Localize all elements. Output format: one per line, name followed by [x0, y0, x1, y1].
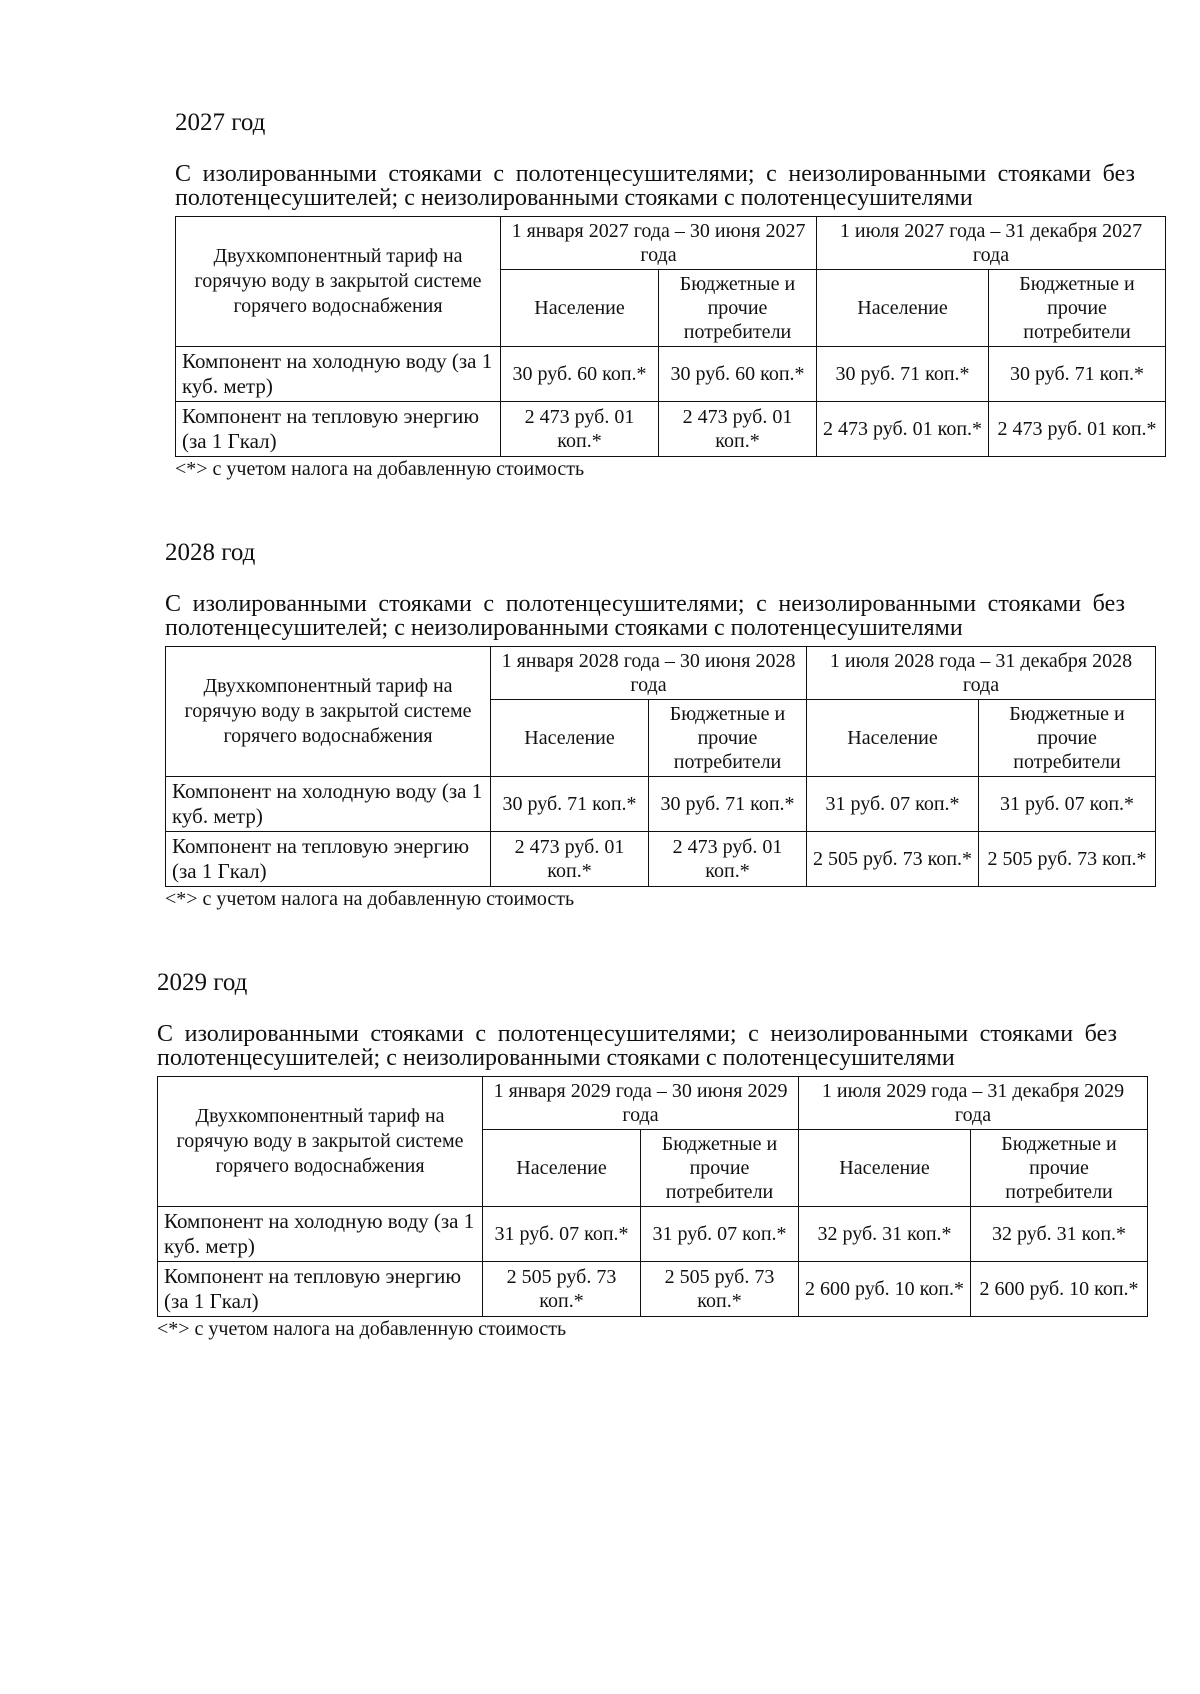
section-description: С изолированными стояками с полотенцесушителями; с неизолированными стояками без полотенцесушителей; с неизолированными стояками с полотенцесушителями [165, 591, 1125, 641]
table-cell: 31 руб. 07 коп.* [979, 777, 1156, 832]
table-cell: 2 473 руб. 01 коп.* [491, 832, 649, 887]
table-header-row [176, 217, 1166, 270]
table-cell: 2 505 руб. 73 коп.* [483, 1262, 641, 1317]
section-description: С изолированными стояками с полотенцесушителями; с неизолированными стояками без полотенцесушителей; с неизолированными стояками с полотенцесушителями [175, 161, 1135, 211]
table-cell: 31 руб. 07 коп.* [641, 1207, 799, 1262]
period-2-header: 1 июля 2028 года – 31 декабря 2028 года [807, 647, 1156, 700]
table-header-label: Двухкомпонентный тариф на горячую воду в закрытой системе горячего водоснабжения [176, 217, 501, 347]
col-population: Население [799, 1130, 971, 1207]
row-label: Компонент на холодную воду (за 1 куб. метр) [176, 347, 501, 402]
footnote: <*> с учетом налога на добавленную стоимость [157, 1318, 567, 1340]
table-row [166, 832, 1156, 887]
table-row [176, 402, 1166, 457]
table-cell: 30 руб. 71 коп.* [989, 347, 1166, 402]
table-cell: 30 руб. 71 коп.* [817, 347, 989, 402]
table-cell: 2 473 руб. 01 коп.* [817, 402, 989, 457]
table-header-label: Двухкомпонентный тариф на горячую воду в закрытой системе горячего водоснабжения [158, 1077, 483, 1207]
year-heading: 2029 год [157, 969, 248, 996]
table-header-row [166, 647, 1156, 700]
row-label: Компонент на тепловую энергию (за 1 Гкал) [176, 402, 501, 457]
period-2-header: 1 июля 2027 года – 31 декабря 2027 года [817, 217, 1166, 270]
row-label: Компонент на холодную воду (за 1 куб. метр) [158, 1207, 483, 1262]
table-row [176, 347, 1166, 402]
col-budget: Бюджетные и прочие потребители [641, 1130, 799, 1207]
table-cell: 2 505 руб. 73 коп.* [807, 832, 979, 887]
col-budget: Бюджетные и прочие потребители [979, 700, 1156, 777]
table-header-row [158, 1077, 1148, 1130]
period-1-header: 1 января 2029 года – 30 июня 2029 года [483, 1077, 799, 1130]
col-budget: Бюджетные и прочие потребители [659, 270, 817, 347]
section-2029 [157, 968, 1137, 1341]
table-cell: 2 473 руб. 01 коп.* [989, 402, 1166, 457]
row-label: Компонент на тепловую энергию (за 1 Гкал) [166, 832, 491, 887]
col-population: Население [483, 1130, 641, 1207]
table-row [158, 1207, 1148, 1262]
footnote: <*> с учетом налога на добавленную стоимость [175, 458, 585, 480]
table-header-label: Двухкомпонентный тариф на горячую воду в закрытой системе горячего водоснабжения [166, 647, 491, 777]
table-cell: 2 600 руб. 10 коп.* [799, 1262, 971, 1317]
table-cell: 30 руб. 60 коп.* [501, 347, 659, 402]
tariff-table [175, 216, 1166, 457]
table-cell: 2 505 руб. 73 коп.* [641, 1262, 799, 1317]
period-1-header: 1 января 2028 года – 30 июня 2028 года [491, 647, 807, 700]
row-label: Компонент на тепловую энергию (за 1 Гкал) [158, 1262, 483, 1317]
table-cell: 2 600 руб. 10 коп.* [971, 1262, 1148, 1317]
table-cell: 32 руб. 31 коп.* [971, 1207, 1148, 1262]
table-cell: 30 руб. 71 коп.* [649, 777, 807, 832]
tariff-table [165, 646, 1156, 887]
year-heading: 2027 год [175, 109, 266, 136]
year-heading: 2028 год [165, 539, 256, 566]
table-cell: 30 руб. 71 коп.* [491, 777, 649, 832]
table-cell: 30 руб. 60 коп.* [659, 347, 817, 402]
table-cell: 32 руб. 31 коп.* [799, 1207, 971, 1262]
section-2027 [175, 108, 1155, 481]
section-2028 [165, 538, 1145, 911]
col-population: Население [817, 270, 989, 347]
table-cell: 2 505 руб. 73 коп.* [979, 832, 1156, 887]
period-1-header: 1 января 2027 года – 30 июня 2027 года [501, 217, 817, 270]
table-cell: 2 473 руб. 01 коп.* [649, 832, 807, 887]
col-budget: Бюджетные и прочие потребители [649, 700, 807, 777]
table-row [158, 1262, 1148, 1317]
col-population: Население [501, 270, 659, 347]
table-cell: 2 473 руб. 01 коп.* [501, 402, 659, 457]
col-population: Население [807, 700, 979, 777]
table-cell: 31 руб. 07 коп.* [483, 1207, 641, 1262]
table-cell: 2 473 руб. 01 коп.* [659, 402, 817, 457]
col-budget: Бюджетные и прочие потребители [989, 270, 1166, 347]
col-budget: Бюджетные и прочие потребители [971, 1130, 1148, 1207]
table-row [166, 777, 1156, 832]
col-population: Население [491, 700, 649, 777]
tariff-table [157, 1076, 1148, 1317]
table-cell: 31 руб. 07 коп.* [807, 777, 979, 832]
period-2-header: 1 июля 2029 года – 31 декабря 2029 года [799, 1077, 1148, 1130]
row-label: Компонент на холодную воду (за 1 куб. метр) [166, 777, 491, 832]
section-description: С изолированными стояками с полотенцесушителями; с неизолированными стояками без полотенцесушителей; с неизолированными стояками с полотенцесушителями [157, 1021, 1117, 1071]
footnote: <*> с учетом налога на добавленную стоимость [165, 888, 575, 910]
